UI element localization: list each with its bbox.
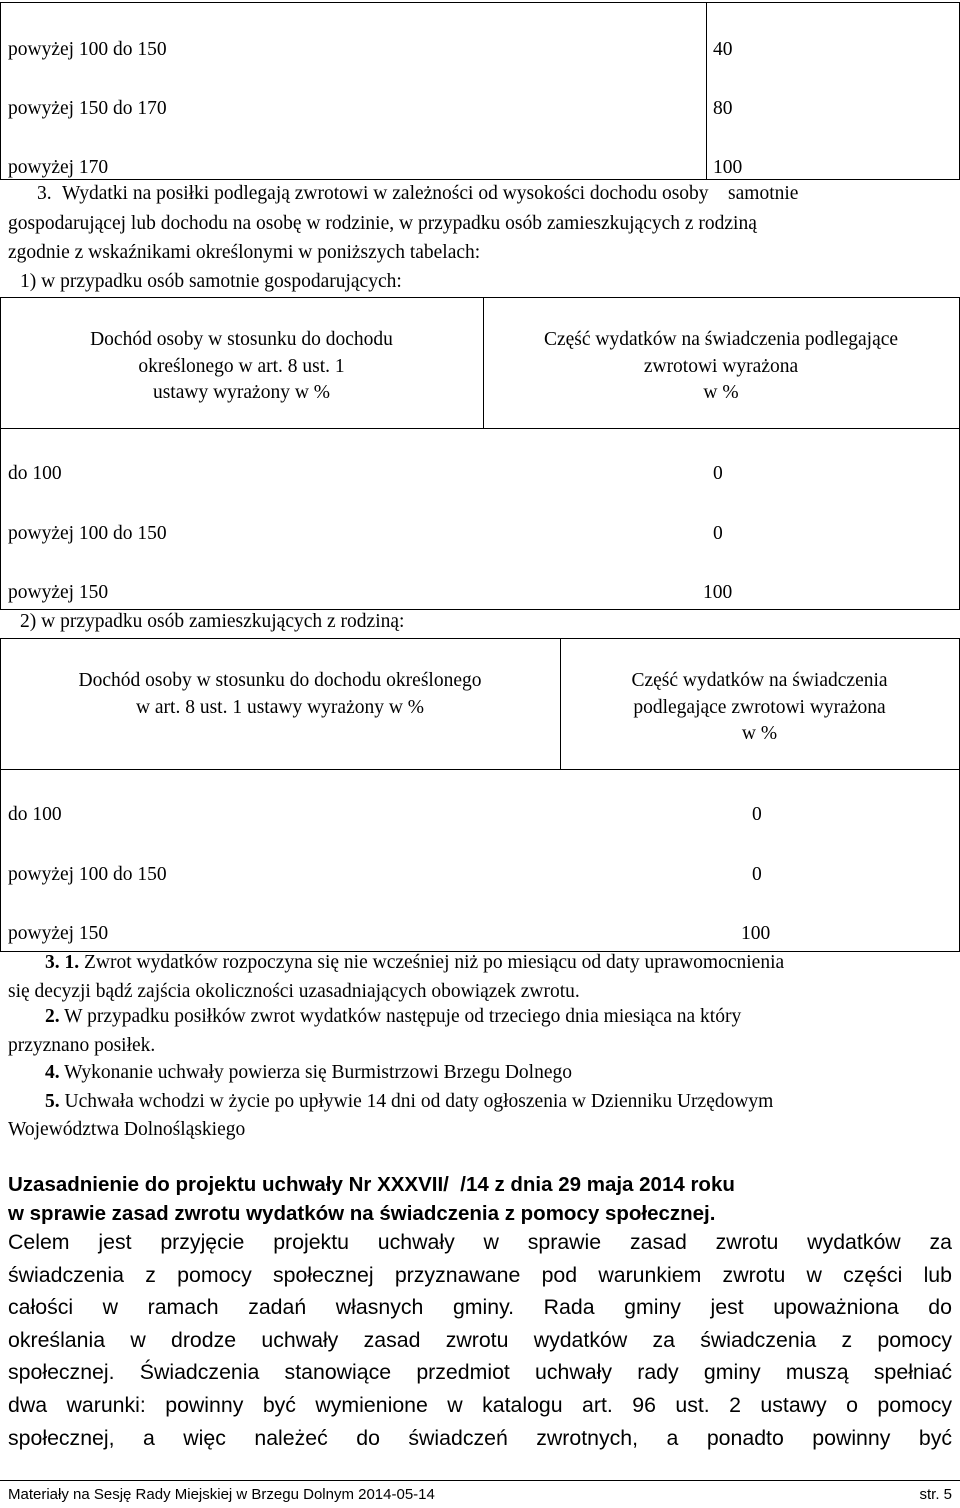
paragraph-number: 3. 1. xyxy=(45,952,80,973)
table-header-left: Dochód osoby w stosunku do dochodu określonego w art. 8 ust. 1 ustawy wyrażony w % xyxy=(78,670,482,718)
table-cell-value: 0 xyxy=(713,463,723,484)
table-border xyxy=(0,2,960,3)
table-cell-label: powyżej 170 xyxy=(8,157,109,178)
paragraph-text: W przypadku posiłków zwrot wydatków następuje od trzeciego dnia miesiąca na który xyxy=(59,1006,742,1027)
table-cell-value: 0 xyxy=(752,864,762,885)
table-cell-label: powyżej 100 do 150 xyxy=(8,523,167,544)
paragraph-number: 2. xyxy=(45,1006,60,1027)
table-border xyxy=(0,297,960,298)
section-text-line: Wydatki na posiłki podlegają zwrotowi w zależności od wysokości dochodu osoby samotnie xyxy=(62,183,799,204)
table-cell-label: do 100 xyxy=(8,804,62,825)
body-line: świadczenia z pomocy społecznej przyznawane pod warunkiem zwrotu w części lub xyxy=(8,1262,952,1287)
section-text-line: zgodnie z wskaźnikami określonymi w poniższych tabelach: xyxy=(8,242,481,263)
table-header-divider xyxy=(0,769,960,770)
table-header-left: Dochód osoby w stosunku do dochodu określonego w art. 8 ust. 1 ustawy wyrażony w % xyxy=(90,329,393,403)
table-cell-value: 40 xyxy=(713,39,733,60)
table-border xyxy=(0,179,960,180)
footer-text: Materiały na Sesję Rady Miejskiej w Brzegu Dolnym 2014-05-14 xyxy=(8,1486,435,1503)
table-cell-label: powyżej 100 do 150 xyxy=(8,864,167,885)
paragraph-line xyxy=(45,1060,572,1086)
subsection-heading: 2) w przypadku osób zamieszkujących z rodziną: xyxy=(20,611,405,632)
table-cell-label: powyżej 150 do 170 xyxy=(8,98,167,119)
table-column-divider xyxy=(706,2,707,180)
section-text-line: gospodarującej lub dochodu na osobę w rodzinie, w przypadku osób zamieszkujących z rodziną xyxy=(8,213,757,234)
paragraph-line: Województwa Dolnośląskiego xyxy=(8,1119,246,1140)
paragraph-text: Zwrot wydatków rozpoczyna się nie wcześniej niż po miesiącu od daty uprawomocnienia xyxy=(79,952,785,973)
table-cell-label: powyżej 150 xyxy=(8,582,109,603)
paragraph-number: 5. xyxy=(45,1091,60,1112)
justification-title: Uzasadnienie do projektu uchwały Nr XXXVII/ /14 z dnia 29 maja 2014 roku xyxy=(8,1173,735,1196)
justification-subtitle: w sprawie zasad zwrotu wydatków na świadczenia z pomocy społecznej. xyxy=(8,1202,716,1225)
paragraph-number: 4. xyxy=(45,1062,60,1083)
paragraph-line xyxy=(45,950,784,976)
paragraph-line xyxy=(45,1089,773,1115)
table-cell-value: 100 xyxy=(703,582,733,603)
body-line: Celem jest przyjęcie projektu uchwały w sprawie zasad zwrotu wydatków za xyxy=(8,1230,952,1254)
table-cell-value: 0 xyxy=(713,523,723,544)
table-header-divider xyxy=(0,428,960,429)
body-line: społecznej. Świadczenia stanowiące przedmiot uchwały rady gminy muszą spełniać xyxy=(8,1360,952,1385)
table-cell-value: 100 xyxy=(741,923,771,944)
justification-body xyxy=(8,1226,952,1454)
paragraph-text: Wykonanie uchwały powierza się Burmistrzowi Brzegu Dolnego xyxy=(59,1062,572,1083)
table-cell-value: 80 xyxy=(713,98,733,119)
table-cell-value: 0 xyxy=(752,804,762,825)
body-line: społecznej, a więc należeć do świadczeń zwrotnych, a ponadto powinny być xyxy=(8,1425,952,1450)
paragraph-line: przyznano posiłek. xyxy=(8,1035,156,1056)
table-border xyxy=(0,2,1,180)
section-number: 3. xyxy=(37,183,52,204)
table-cell-label: powyżej 150 xyxy=(8,923,109,944)
table-cell-label: powyżej 100 do 150 xyxy=(8,39,167,60)
paragraph-line: się decyzji bądź zajścia okoliczności uzasadniających obowiązek zwrotu. xyxy=(8,981,580,1002)
table-cell-label: do 100 xyxy=(8,463,62,484)
table-header-right: Część wydatków na świadczenia podlegające zwrotowi wyrażona w % xyxy=(631,670,888,744)
subsection-heading: 1) w przypadku osób samotnie gospodarujących: xyxy=(20,271,402,292)
table-cell-value: 100 xyxy=(713,157,743,178)
paragraph-text: Uchwała wchodzi w życie po upływie 14 dni od daty ogłoszenia w Dzienniku Urzędowym xyxy=(59,1091,774,1112)
body-line: określania w drodze uchwały zasad zwrotu wydatków za świadczenia z pomocy xyxy=(8,1327,952,1352)
footer-rule xyxy=(0,1480,960,1481)
body-line: całości w ramach zadań własnych gminy. Rada gminy jest upoważniona do xyxy=(8,1295,952,1320)
page-number: str. 5 xyxy=(919,1486,952,1503)
table-border xyxy=(0,638,960,639)
body-line: dwa warunki: powinny być wymienione w katalogu art. 96 ust. 2 ustawy o pomocy xyxy=(8,1392,952,1417)
table-header-right: Część wydatków na świadczenia podlegające zwrotowi wyrażona w % xyxy=(543,329,899,403)
paragraph-line xyxy=(45,1004,741,1030)
